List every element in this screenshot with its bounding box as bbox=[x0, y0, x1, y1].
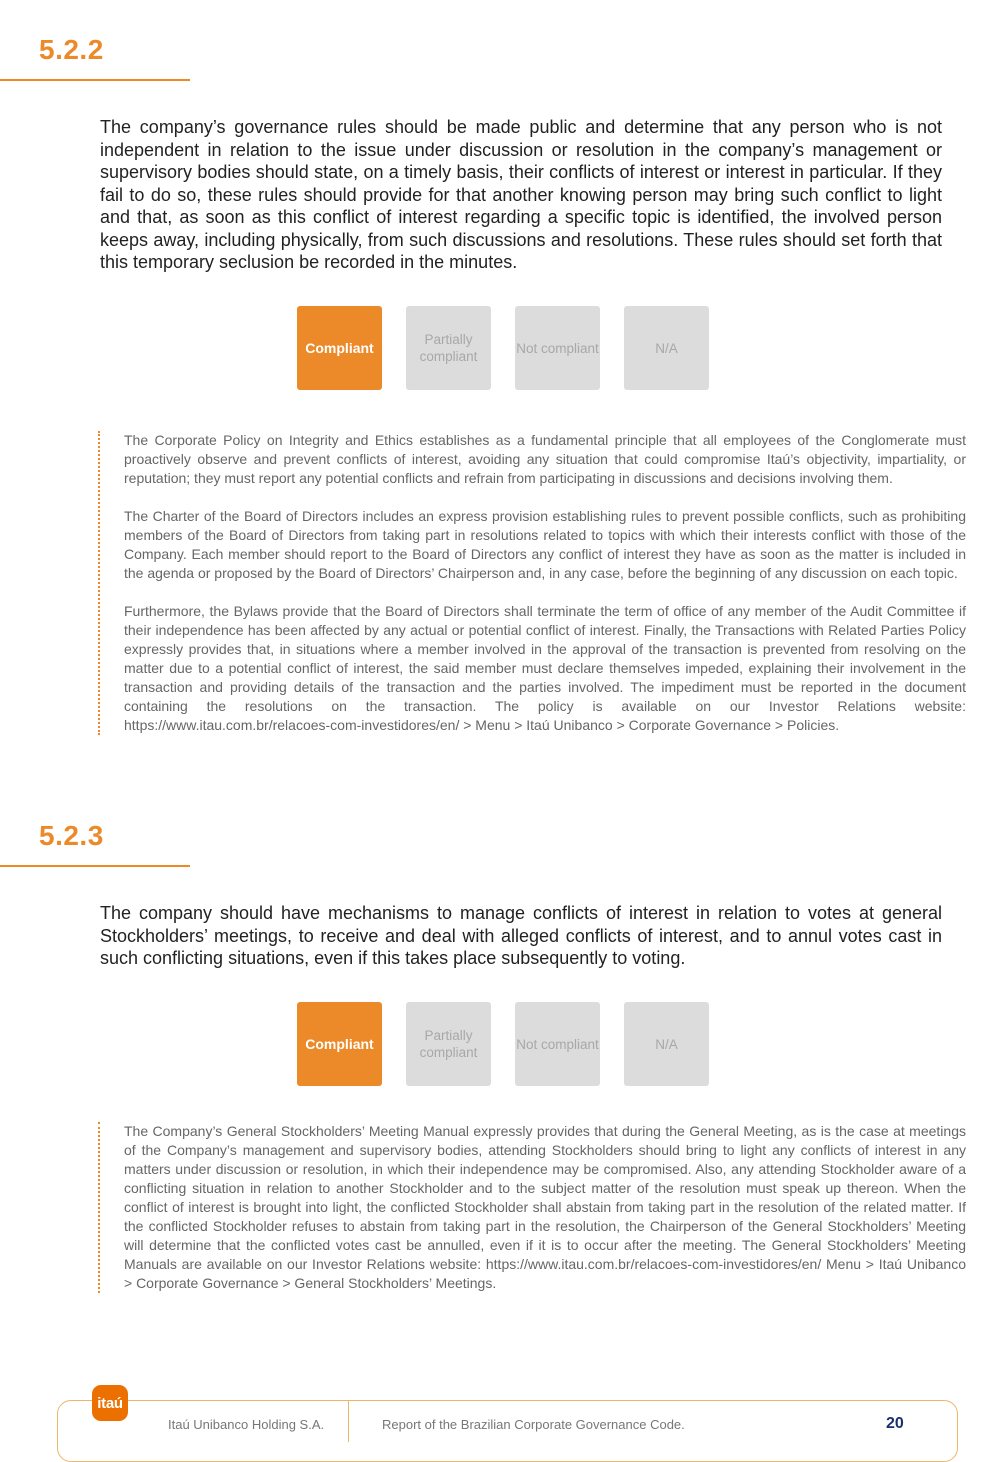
section-statement: The company’s governance rules should be made public and determine that any person who is not independent in relation to the issue under discussion or resolution in the company’s management or supervisory bodies should state, on a timely basis, their conflicts of interest or interest in particular. If they fail to do so, these rules should provide for that another knowing person may bring such conflict to light and that, as soon as this conflict of interest regarding a specific topic is identified, the involved person keeps away, including physically, from such discussions and resolutions. These rules should set forth that this temporary seclusion be recorded in the minutes. bbox=[100, 117, 942, 272]
explanation-paragraph: The Charter of the Board of Directors includes an express provision establishing rules to prevent possible conflicts, such as prohibiting members of the Board of Directors from taking part in resolutions related to topics with which their interests conflict with those of the Company. Each member should report to the Board of Directors any conflict of interest they have as soon as the matter is included in the agenda or proposed by the Board of Directors’ Chairperson and, in any case, before the beginning of any discussion on each topic. bbox=[124, 508, 966, 581]
status-na: N/A bbox=[624, 1002, 709, 1086]
explanation-block bbox=[98, 431, 966, 735]
status-compliant: Compliant bbox=[297, 1002, 382, 1086]
page-number: 20 bbox=[886, 1415, 904, 1432]
explanation-paragraph: The Company’s General Stockholders’ Meeting Manual expressly provides that during the General Meeting, as is the case at meetings of the Company’s management and supervisory bodies, attending Stockholders should bring to light any conflicts of interest in any matters under discussion or resolution, in which their independence may be compromised. Also, any attending Stockholder aware of a conflicting situation in relation to another Stockholder and to the subject matter of the resolution must speak up thereon. When the conflict of interest is brought into light, the conflicted Stockholder shall abstain from taking part in the resolution of the related matter. If the conflicted Stockholder refuses to abstain from taking part in the resolution, the Chairperson of the General Stockholders’ Meeting will determine that the conflicted votes cast be annulled, even if it is to occur after the meeting. The General Stockholders’ Meeting Manuals are available on our Investor Relations website: https://www.itau.com.br/relacoes-com-investidores/en/ Menu > Itaú Unibanco > Corporate Governance > General Stockholders’ Meetings. bbox=[124, 1123, 966, 1291]
status-na: N/A bbox=[624, 306, 709, 390]
section-statement: The company should have mechanisms to manage conflicts of interest in relation to votes at general Stockholders’ meetings, to receive and deal with alleged conflicts of interest, and to annul votes cast in such conflicting situations, even if this takes place subsequently to voting. bbox=[100, 903, 942, 968]
footer-company: Itaú Unibanco Holding S.A. bbox=[168, 1417, 325, 1432]
explanation-block bbox=[98, 1122, 966, 1293]
compliance-status-row bbox=[297, 1002, 709, 1086]
itau-logo: itaú bbox=[92, 1385, 128, 1421]
status-partially-compliant: Partially compliant bbox=[406, 306, 491, 390]
explanation-paragraph: The Corporate Policy on Integrity and Ethics establishes as a fundamental principle that all employees of the Conglomerate must proactively observe and prevent conflicts of interest, avoiding any situation that could compromise Itaú’s objectivity, impartiality, or reputation; they must report any potential conflicts and refrain from participating in discussions and decisions involving them. bbox=[124, 432, 966, 486]
section-rule bbox=[0, 79, 190, 81]
footer-divider bbox=[348, 1400, 349, 1442]
footer-report-title: Report of the Brazilian Corporate Governance Code. bbox=[382, 1417, 685, 1432]
compliance-status-row bbox=[297, 306, 709, 390]
section-number: 5.2.2 bbox=[39, 34, 104, 65]
explanation-paragraph: Furthermore, the Bylaws provide that the Board of Directors shall terminate the term of office of any member of the Audit Committee if their independence has been affected by any actual or potential conflict of interest. Finally, the Transactions with Related Parties Policy expressly provides that, in situations where a member involved in the approval of the transaction is prevented from resolving on the matter due to a potential conflict of interest, the said member must declare themselves impeded, explaining their involvement in the transaction and providing details of the transaction and the parties involved. The impediment must be reported in the document containing the resolutions on the transaction. The policy is available on our Investor Relations website: https://www.itau.com.br/relacoes-com-investidores/en/ > Menu > Itaú Unibanco > Corporate Governance > Policies. bbox=[124, 603, 966, 733]
section-rule bbox=[0, 865, 190, 867]
status-not-compliant: Not compliant bbox=[515, 306, 600, 390]
section-number: 5.2.3 bbox=[39, 820, 104, 851]
status-compliant: Compliant bbox=[297, 306, 382, 390]
status-partially-compliant: Partially compliant bbox=[406, 1002, 491, 1086]
status-not-compliant: Not compliant bbox=[515, 1002, 600, 1086]
